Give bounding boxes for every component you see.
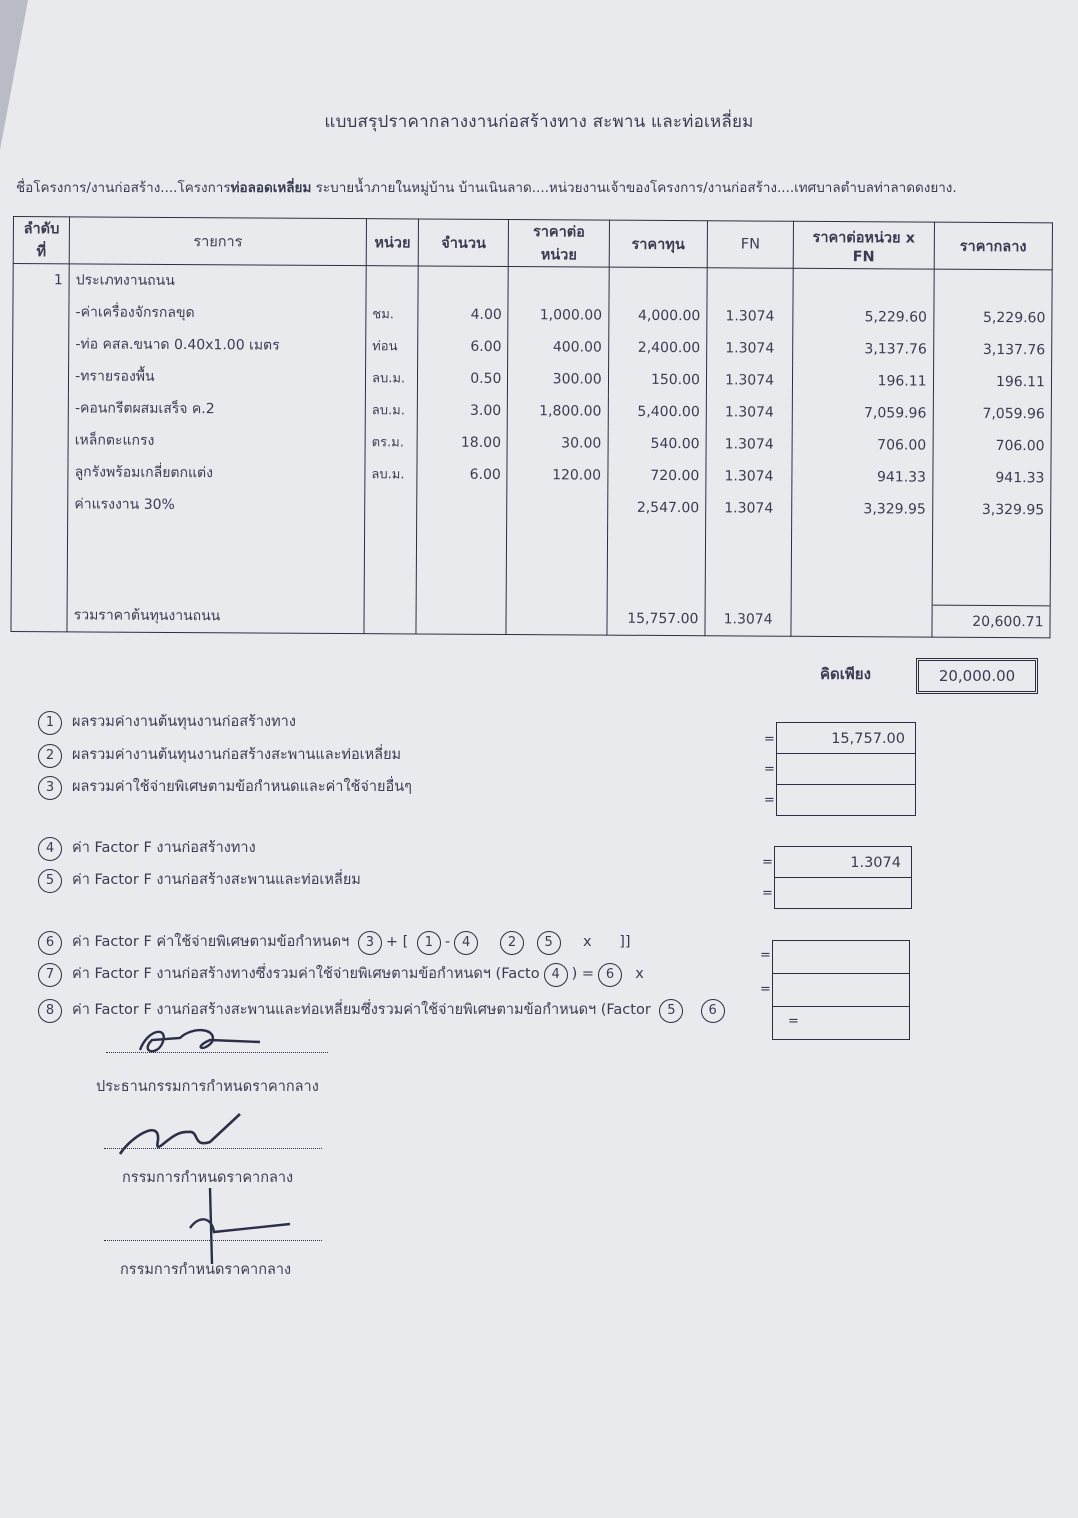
summary-item-2: 2 ผลรวมค่างานต้นทุนงานก่อสร้างสะพานและท่อเหลี่ยม	[38, 743, 401, 768]
equals-5: =	[762, 886, 773, 901]
formula-ref-5: 5	[537, 931, 561, 955]
header-unit-price: ราคาต่อหน่วย	[509, 220, 610, 268]
signature-role-2: กรรมการกำหนดราคากลาง	[122, 1170, 294, 1186]
cell-median: 3,329.95	[932, 493, 1051, 526]
cell-fn: 1.3074	[706, 460, 792, 493]
header-item: รายการ	[69, 217, 366, 266]
summary-item-1: 1 ผลรวมค่างานต้นทุนงานก่อสร้างทาง	[38, 710, 296, 735]
cell-unit-fn: 706.00	[792, 428, 933, 461]
formula-ref-4: 4	[454, 931, 478, 955]
header-fn: FN	[707, 221, 794, 269]
value-box-4: 1.3074	[774, 846, 912, 878]
summary-item-3: 3 ผลรวมค่าใช้จ่ายพิเศษตามข้อกำหนดและค่าใช้จ่ายอื่นๆ	[38, 775, 412, 800]
header-no: ลำดับที่	[13, 217, 69, 264]
cell-unit-price: 1,800.00	[508, 395, 608, 428]
equals-3: =	[764, 793, 775, 808]
total-fn: 1.3074	[705, 604, 791, 637]
header-median: ราคากลาง	[934, 222, 1053, 270]
summary-item-5: 5 ค่า Factor F งานก่อสร้างสะพานและท่อเหลี่ยม	[38, 868, 361, 893]
signature-1	[140, 1030, 260, 1051]
group-no: 1	[13, 264, 69, 296]
cell-unit-fn: 941.33	[792, 460, 933, 493]
formula-ref-3: 3	[358, 931, 382, 955]
cell-unit	[365, 490, 417, 522]
cell-unit-price: 1,000.00	[508, 299, 608, 332]
formula-ref-1: 1	[417, 931, 441, 955]
cell-unit-fn: 7,059.96	[792, 396, 933, 429]
cell-unit: ลบ.ม.	[365, 394, 417, 426]
table-total-row	[11, 599, 1050, 637]
summary-item-7: 7 ค่า Factor F งานก่อสร้างทางซึ่งรวมค่าใช้จ่ายพิเศษตามข้อกำหนดฯ (Facto 4 ) = 6 x	[38, 962, 644, 987]
cell-unit-price: 400.00	[508, 331, 608, 364]
project-name-handwritten: ท่อลอดเหลี่ยม	[230, 180, 312, 196]
cell-cost: 150.00	[608, 363, 706, 396]
cell-unit-fn: 3,329.95	[792, 492, 933, 525]
value-box-7	[772, 973, 910, 1007]
value-box-2	[776, 753, 916, 785]
cell-cost: 540.00	[608, 427, 706, 460]
cell-median: 196.11	[933, 365, 1052, 398]
group-label: ประเภทงานถนน	[69, 264, 366, 298]
signature-3	[190, 1188, 290, 1264]
cell-median: 3,137.76	[933, 333, 1052, 366]
cell-qty: 18.00	[417, 426, 507, 459]
signature-line-2	[104, 1148, 322, 1149]
cell-item: เหล็กตะแกรง	[68, 424, 365, 458]
total-median: 20,600.71	[932, 605, 1051, 638]
summary-item-8: 8 ค่า Factor F งานก่อสร้างสะพานและท่อเหลี่ยมซึ่งรวมค่าใช้จ่ายพิเศษตามข้อกำหนดฯ (Factor 5 6	[38, 998, 729, 1023]
project-prefix: ชื่อโครงการ/งานก่อสร้าง....โครงการ	[16, 180, 231, 196]
cell-cost: 2,547.00	[607, 491, 705, 524]
table-spacer-row	[11, 519, 1050, 605]
cell-median: 5,229.60	[933, 301, 1052, 334]
cell-unit-price: 120.00	[507, 459, 607, 492]
cell-median: 941.33	[932, 461, 1051, 494]
cell-qty: 6.00	[418, 330, 508, 363]
cell-fn: 1.3074	[706, 396, 792, 429]
cell-qty	[417, 490, 507, 523]
cell-qty: 6.00	[417, 458, 507, 491]
header-qty: จำนวน	[418, 219, 509, 267]
cell-fn: 1.3074	[707, 332, 793, 365]
value-box-1: 15,757.00	[776, 722, 916, 754]
document-title: แบบสรุปราคากลางงานก่อสร้างทาง สะพาน และท่อเหลี่ยม	[324, 112, 754, 132]
cell-qty: 3.00	[417, 394, 507, 427]
equals-2: =	[764, 762, 775, 777]
cell-unit-fn: 5,229.60	[793, 300, 934, 333]
cell-item: -ค่าเครื่องจักรกลขุด	[69, 296, 366, 330]
cell-item: -ทรายรองพื้น	[69, 360, 366, 394]
value-box-3	[776, 784, 916, 816]
signature-line-1	[106, 1052, 328, 1053]
signature-role-1: ประธานกรรมการกำหนดราคากลาง	[96, 1079, 319, 1095]
cell-unit: ตร.ม.	[365, 426, 417, 458]
cell-unit-price: 30.00	[507, 427, 607, 460]
project-line	[16, 176, 1066, 198]
equals-7: =	[760, 982, 771, 997]
cell-fn: 1.3074	[706, 364, 792, 397]
equals-6: =	[760, 948, 771, 963]
cell-cost: 5,400.00	[608, 395, 706, 428]
cell-item: ลูกรังพร้อมเกลี่ยตกแต่ง	[68, 456, 365, 490]
cell-fn: 1.3074	[706, 492, 792, 525]
formula-ref-2: 2	[500, 931, 524, 955]
cell-qty: 4.00	[418, 298, 508, 331]
summary-item-6: 6 ค่า Factor F ค่าใช้จ่ายพิเศษตามข้อกำหนดฯ 3 + [ 1 - 4 2 5 x ]]	[38, 930, 631, 955]
cell-unit-price	[507, 491, 607, 524]
cost-table	[10, 216, 1053, 638]
round-label: คิดเพียง	[820, 665, 871, 683]
cell-cost: 2,400.00	[608, 331, 706, 364]
cell-median: 7,059.96	[933, 397, 1052, 430]
total-cost: 15,757.00	[607, 603, 705, 636]
cell-unit: ลบ.ม.	[365, 362, 417, 394]
cell-unit: ลบ.ม.	[365, 458, 417, 490]
cell-median: 706.00	[933, 429, 1052, 462]
signature-role-3: กรรมการกำหนดราคากลาง	[120, 1262, 292, 1278]
signature-line-3	[104, 1240, 322, 1241]
total-label: รวมราคาต้นทุนงานถนน	[67, 600, 364, 634]
cell-item: -ท่อ คสล.ขนาด 0.40x1.00 เมตร	[69, 328, 366, 362]
header-unit: หน่วย	[366, 219, 418, 266]
cell-item: -คอนกรีตผสมเสร็จ ค.2	[68, 392, 365, 426]
table-header-row	[13, 217, 1052, 270]
cell-item: ค่าแรงงาน 30%	[68, 488, 365, 522]
equals-1: =	[764, 732, 775, 747]
cell-cost: 4,000.00	[608, 299, 706, 332]
round-value: 20,000.00	[916, 658, 1038, 694]
value-box-8	[772, 1006, 910, 1040]
value-box-6	[772, 940, 910, 974]
cell-unit-fn: 3,137.76	[793, 332, 934, 365]
summary-item-4: 4 ค่า Factor F งานก่อสร้างทาง	[38, 836, 256, 861]
project-rest: ระบายน้ำภายในหมู่บ้าน บ้านเนินลาด....หน่วยงานเจ้าของโครงการ/งานก่อสร้าง....เทศบาลตำบลท่าลาดดงยาง.	[311, 180, 957, 196]
equals-4: =	[762, 855, 773, 870]
cell-unit-fn: 196.11	[793, 364, 934, 397]
cell-fn: 1.3074	[706, 428, 792, 461]
equals-8: =	[788, 1014, 799, 1029]
header-cost: ราคาทุน	[609, 220, 708, 268]
cell-cost: 720.00	[608, 459, 706, 492]
cell-unit: ท่อน	[366, 330, 418, 362]
cell-fn: 1.3074	[707, 300, 793, 333]
cell-qty: 0.50	[418, 362, 508, 395]
cell-unit: ชม.	[366, 298, 418, 330]
cell-unit-price: 300.00	[508, 363, 608, 396]
header-unit-fn: ราคาต่อหน่วย x FN	[793, 221, 934, 269]
value-box-5	[774, 877, 912, 909]
